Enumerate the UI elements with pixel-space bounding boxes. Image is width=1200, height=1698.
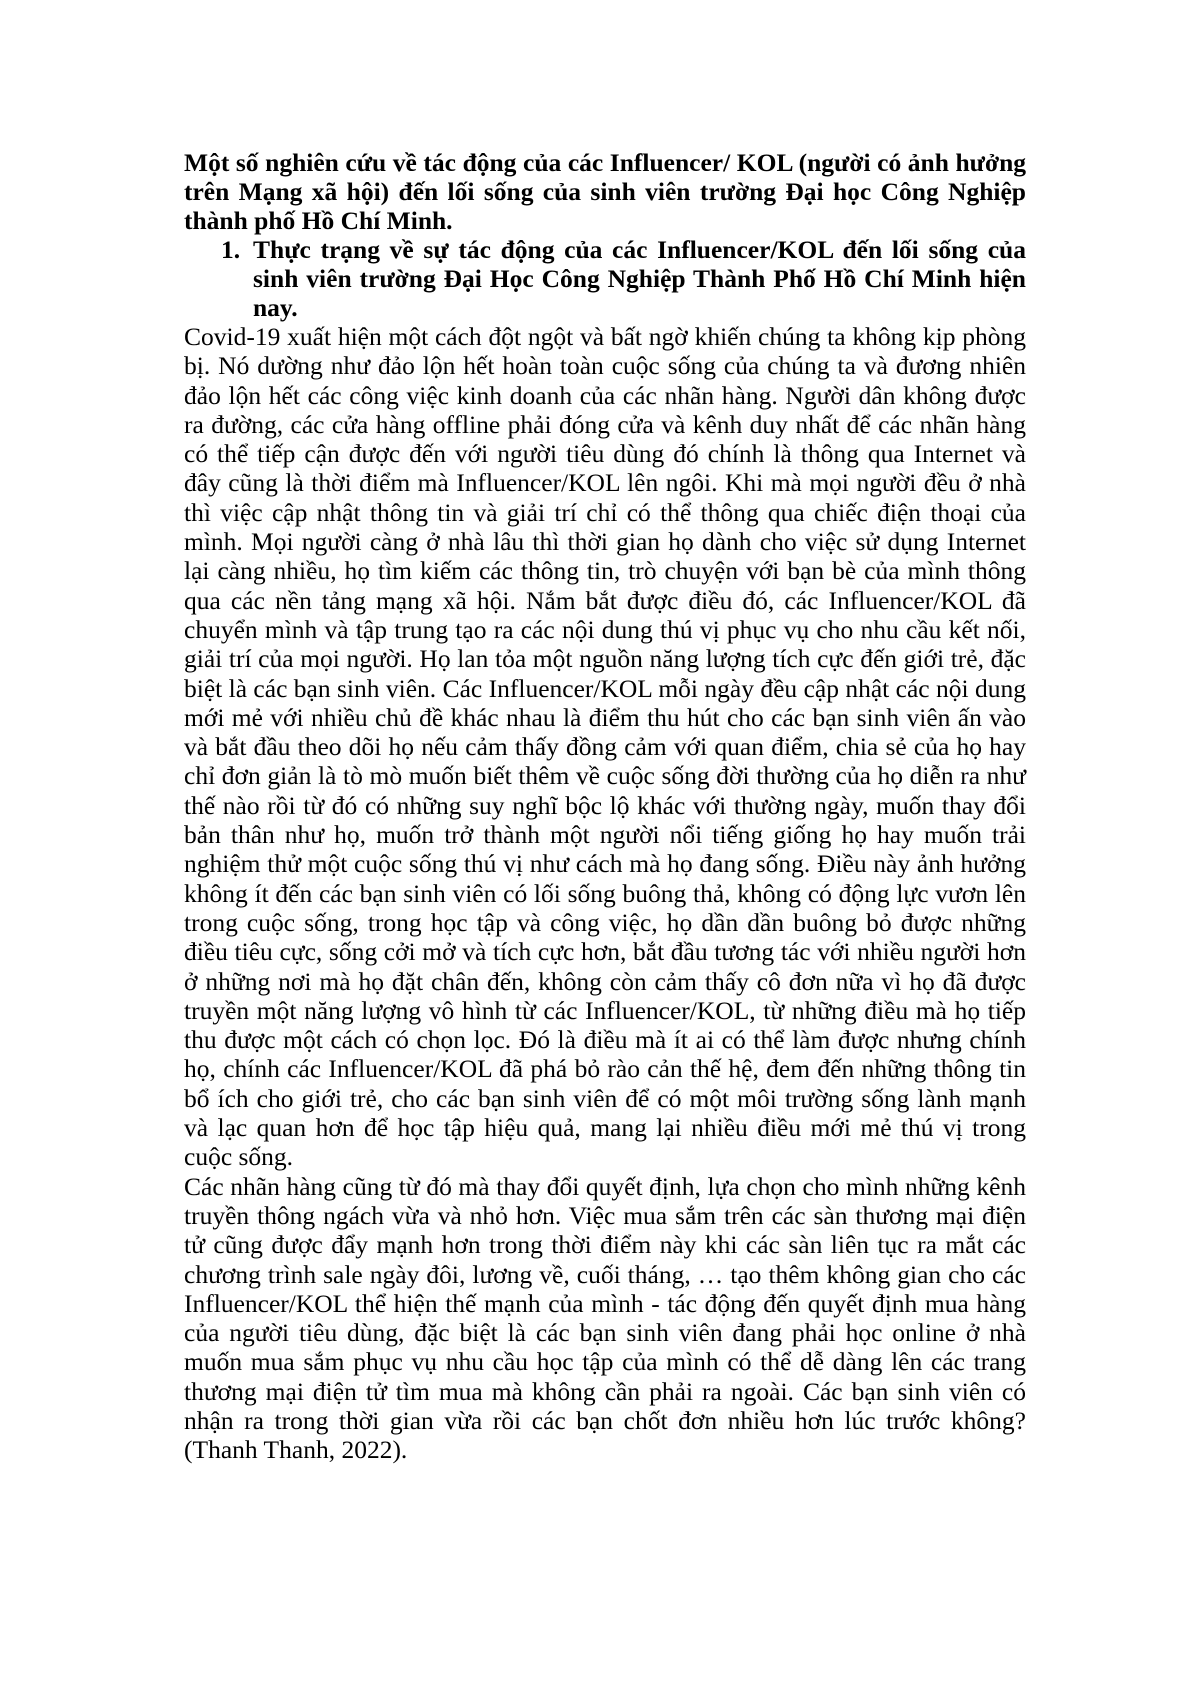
section-heading: [184, 235, 1026, 322]
document-page: [184, 148, 1026, 1465]
document-title: Một số nghiên cứu về tác động của các Influencer/ KOL (người có ảnh hưởng trên Mạng xã hội) đến lối sống của sinh viên trường Đại học Công Nghiệp thành phố Hồ Chí Minh.: [184, 148, 1026, 235]
section-heading-text: Thực trạng về sự tác động của các Influencer/KOL đến lối sống của sinh viên trường Đại Học Công Nghiệp Thành Phố Hồ Chí Minh hiện nay.: [253, 235, 1026, 322]
body-paragraph-1: Covid-19 xuất hiện một cách đột ngột và bất ngờ khiến chúng ta không kịp phòng bị. Nó dường như đảo lộn hết hoàn toàn cuộc sống của chúng ta và đương nhiên đảo lộn hết các công việc kinh doanh của các nhãn hàng. Người dân không được ra đường, các cửa hàng offline phải đóng cửa và kênh duy nhất để các nhãn hàng có thể tiếp cận được đến với người tiêu dùng đó chính là thông qua Internet và đây cũng là thời điểm mà Influencer/KOL lên ngôi. Khi mà mọi người đều ở nhà thì việc cập nhật thông tin và giải trí chỉ có thể thông qua chiếc điện thoại của mình. Mọi người càng ở nhà lâu thì thời gian họ dành cho việc sử dụng Internet lại càng nhiều, họ tìm kiếm các thông tin, trò chuyện với bạn bè của mình thông qua các nền tảng mạng xã hội. Nắm bắt được điều đó, các Influencer/KOL đã chuyển mình và tập trung tạo ra các nội dung thú vị phục vụ cho nhu cầu kết nối, giải trí của mọi người. Họ lan tỏa một nguồn năng lượng tích cực đến giới trẻ, đặc biệt là các bạn sinh viên. Các Influencer/KOL mỗi ngày đều cập nhật các nội dung mới mẻ với nhiều chủ đề khác nhau là điểm thu hút cho các bạn sinh viên ấn vào và bắt đầu theo dõi họ nếu cảm thấy đồng cảm với quan điểm, chia sẻ của họ hay chỉ đơn giản là tò mò muốn biết thêm về cuộc sống đời thường của họ diễn ra như thế nào rồi từ đó có những suy nghĩ bộc lộ khác với thường ngày, muốn thay đổi bản thân như họ, muốn trở thành một người nổi tiếng giống họ hay muốn trải nghiệm thử một cuộc sống thú vị như cách mà họ đang sống. Điều này ảnh hưởng không ít đến các bạn sinh viên có lối sống buông thả, không có động lực vươn lên trong cuộc sống, trong học tập và công việc, họ dần dần buông bỏ được những điều tiêu cực, sống cởi mở và tích cực hơn, bắt đầu tương tác với nhiều người hơn ở những nơi mà họ đặt chân đến, không còn cảm thấy cô đơn nữa vì họ đã được truyền một năng lượng vô hình từ các Influencer/KOL, từ những điều mà họ tiếp thu được một cách có chọn lọc. Đó là điều mà ít ai có thể làm được nhưng chính họ, chính các Influencer/KOL đã phá bỏ rào cản thế hệ, đem đến những thông tin bổ ích cho giới trẻ, cho các bạn sinh viên để có một môi trường sống lành mạnh và lạc quan hơn để học tập hiệu quả, mang lại nhiều điều mới mẻ thú vị trong cuộc sống.: [184, 322, 1026, 1172]
body-paragraph-2: Các nhãn hàng cũng từ đó mà thay đổi quyết định, lựa chọn cho mình những kênh truyền thông ngách vừa và nhỏ hơn. Việc mua sắm trên các sàn thương mại điện tử cũng được đẩy mạnh hơn trong thời điểm này khi các sàn liên tục ra mắt các chương trình sale ngày đôi, lương về, cuối tháng, … tạo thêm không gian cho các Influencer/KOL thể hiện thế mạnh của mình - tác động đến quyết định mua hàng của người tiêu dùng, đặc biệt là các bạn sinh viên đang phải học online ở nhà muốn mua sắm phục vụ nhu cầu học tập của mình có thể dễ dàng lên các trang thương mại điện tử tìm mua mà không cần phải ra ngoài. Các bạn sinh viên có nhận ra trong thời gian vừa rồi các bạn chốt đơn nhiều hơn lúc trước không? (Thanh Thanh, 2022).: [184, 1171, 1026, 1465]
section-number: 1.: [221, 235, 241, 264]
